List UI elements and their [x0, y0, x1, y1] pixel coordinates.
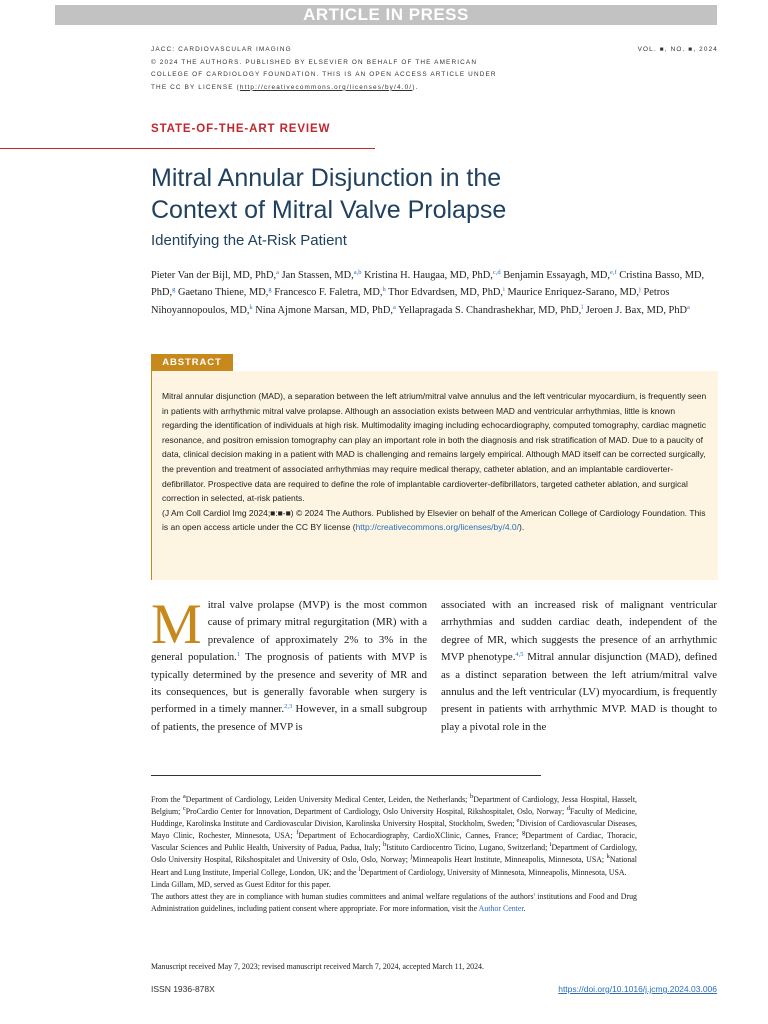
reference-link[interactable]: 1 [236, 651, 241, 659]
body-text: associated with an increased risk of malignant ventricular arrhythmias and sudden cardiac death, independent of the degree of MR, which suggests the presence of an arrhythmic MVP phenotype. [441, 599, 717, 664]
body-text: Mitral annular disjunction (MAD), defined as a distinct separation between the left atrium/mitral valve annulus and the left ventricular (LV) myocardium, is frequently present in patients with arrhythmic MVP. MAD is thought to play a pivotal role in the [441, 651, 717, 733]
abstract-label: ABSTRACT [151, 354, 233, 371]
author-center-link[interactable]: Author Center [478, 903, 524, 913]
affiliation-marker[interactable]: g [172, 286, 176, 294]
volume-info: VOL. ■, NO. ■, 2024 [637, 46, 718, 53]
affiliation-marker[interactable]: a [687, 303, 690, 311]
title-line-1: Mitral Annular Disjunction in the [151, 164, 502, 192]
author-name: Francesco F. Faletra, MD, [274, 287, 383, 299]
affiliation-text: Department of Echocardiography, CardioXClinic, Cannes, France; [298, 831, 523, 841]
author-name: Pieter Van der Bijl, MD, PhD, [151, 270, 277, 281]
affiliation-marker[interactable]: k [249, 303, 253, 311]
author-name: Jan Stassen, MD, [281, 270, 354, 281]
author-list [151, 267, 721, 319]
affiliation-letter: h [382, 841, 387, 849]
affiliation-text: Minneapolis Heart Institute, Minneapolis, Minnesota, USA; [412, 855, 607, 865]
body-column-2 [441, 597, 717, 736]
affiliation-marker[interactable]: g [268, 286, 272, 294]
doi-link[interactable]: https://doi.org/10.1016/j.jcmg.2024.03.006 [558, 984, 717, 994]
article-title [151, 162, 711, 226]
affiliation-letter: b [469, 793, 474, 800]
body-text: However, in a small subgroup of patients, the presence of MVP is [151, 703, 427, 733]
abstract-body: Mitral annular disjunction (MAD), a separation between the left atrium/mitral valve annulus and the left ventricular myocardium, is frequently seen in patients with arrhythmic mitral valve prolapse. Although an association exists between MAD and ventricular arrhythmias, little is known regarding the identification of individuals at high risk. Multimodality imaging including echocardiography, computed tomography, cardiac magnetic resonance, and positron emission tomography can play an important role in both the diagnosis and risk stratification of MAD. Due to a paucity of data, clinical decision making in a patient with MAD is challenging and remains largely empirical. Although MAD itself can be corrected surgically, the prevention and treatment of associated arrhythmias may require medical therapy, catheter ablation, and an implantable cardioverter-defibrillator. Prospective data are required to define the role of implantable cardioverter-defibrillators, targeted catheter ablation, and surgical correction in selected, at-risk patients. [162, 391, 707, 504]
affiliation-text: Faculty of Medicine, Huddinge, Karolinska Institute and Cardiovascular Division, Karolinska University Hospital, Stockholm, Sweden; [151, 807, 637, 829]
affiliation-letter: c [182, 805, 186, 813]
abstract-text [162, 389, 708, 535]
affiliation-letter: f [296, 829, 299, 837]
journal-name: JACC: CARDIOVASCULAR IMAGING [151, 46, 292, 53]
author-name: Benjamin Essayagh, MD, [503, 270, 610, 281]
license-line [151, 82, 571, 95]
drop-cap: M [151, 593, 202, 656]
affiliation-marker[interactable]: i [503, 286, 505, 294]
affiliation-marker[interactable]: j [639, 286, 641, 294]
affiliation-letter: l [358, 865, 361, 873]
copyright-line-2: COLLEGE OF CARDIOLOGY FOUNDATION. THIS IS AN OPEN ACCESS ARTICLE UNDER [151, 71, 497, 79]
author-name: Gaetano Thiene, MD, [177, 287, 269, 299]
affiliation-text: Department of Cardiology, Oslo University Hospital, Rikshospitalet and University of Oslo, Oslo, Norway; [151, 843, 637, 865]
affiliation-text: Department of Cardiology, Leiden University Medical Center, Leiden, the Netherlands; [185, 795, 470, 804]
affiliation-marker[interactable]: a [276, 269, 279, 276]
footnote-divider [151, 775, 541, 776]
body-column-1 [151, 593, 427, 736]
author-name: Kristina H. Haugaa, MD, PhD, [364, 270, 493, 281]
article-subtitle: Identifying the At-Risk Patient [151, 232, 347, 249]
author-name: Thor Edvardsen, MD, PhD, [388, 287, 504, 299]
affiliation-letter: k [606, 853, 610, 861]
affiliation-marker[interactable]: a,b [353, 269, 362, 276]
reference-link[interactable]: 2,3 [284, 703, 293, 711]
affiliations [151, 794, 637, 879]
affiliation-text: Istituto Cardiocentro Ticino, Lugano, Switzerland; [386, 843, 550, 853]
affiliation-letter: e [516, 817, 520, 825]
article-in-press-banner: ARTICLE IN PRESS [55, 5, 717, 25]
abstract-license-link[interactable]: http://creativecommons.org/licenses/by/4.0/ [355, 522, 520, 533]
license-prefix: THE CC BY LICENSE ( [151, 83, 240, 91]
author-name: Cristina Basso, MD, PhD, [151, 270, 705, 299]
attestation-end: . [523, 903, 526, 913]
affiliation-marker[interactable]: l [581, 303, 584, 311]
affiliation-letter: i [549, 841, 552, 849]
license-suffix: ). [412, 83, 419, 91]
section-divider [0, 148, 375, 149]
abstract-citation: (J Am Coll Cardiol Img 2024;■:■-■) © 2024 The Authors. Published by Elsevier on behalf of the American College of Cardiology Foundation. This is an open access article under the CC BY license ( [162, 507, 706, 533]
affiliation-text: Department of Cardiac, Thoracic, Vascular Sciences and Public Health, University of Padua, Padua, Italy; [151, 831, 637, 853]
guest-editor-note: Linda Gillam, MD, served as Guest Editor for this paper. [151, 879, 331, 889]
affiliation-letter: g [522, 829, 526, 837]
section-label: STATE-OF-THE-ART REVIEW [151, 123, 331, 135]
title-line-2: Context of Mitral Valve Prolapse [151, 196, 507, 224]
affiliation-text: ProCardio Center for Innovation, Department of Cardiology, Oslo University Hospital, Rikshospitalet, Oslo, Norway; [185, 807, 567, 817]
attestation-note [151, 891, 637, 915]
footnotes [151, 794, 637, 915]
author-name: Jeroen J. Bax, MD, PhD [585, 304, 688, 316]
affiliation-marker[interactable]: c,d [492, 269, 501, 276]
affiliation-letter: d [566, 805, 570, 813]
copyright-line: © 2024 THE AUTHORS. PUBLISHED BY ELSEVIER ON BEHALF OF THE AMERICAN [151, 58, 478, 66]
affiliation-letter: a [182, 793, 186, 800]
affiliation-letter: j [410, 853, 413, 861]
affiliation-text: Division of Cardiovascular Diseases, Mayo Clinic, Rochester, Minnesota, USA; [151, 819, 637, 841]
manuscript-dates: Manuscript received May 7, 2023; revised manuscript received March 7, 2024, accepted March 11, 2024. [151, 962, 484, 971]
affiliation-text: Department of Cardiology, Jessa Hospital, Hasselt, Belgium; [151, 795, 638, 817]
author-name: Petros Nihoyannopoulos, MD, [151, 287, 670, 316]
affiliation-text: National Heart and Lung Institute, Imperial College, London, UK; and the [151, 855, 637, 877]
author-name: Yellapragada S. Chandrashekhar, MD, PhD, [398, 304, 582, 316]
body-text: itral valve prolapse (MVP) is the most common cause of primary mitral regurgitation (MR) with a prevalence of approximately 2% to 3% in the general population. [151, 599, 427, 664]
journal-info [151, 44, 571, 94]
affiliation-marker[interactable]: a [392, 303, 396, 311]
affiliation-marker[interactable]: e,f [609, 269, 617, 276]
author-name: Nina Ajmone Marsan, MD, PhD, [255, 304, 393, 316]
reference-link[interactable]: 4,5 [515, 651, 524, 659]
affiliation-marker[interactable]: h [382, 286, 386, 294]
issn: ISSN 1936-878X [151, 984, 215, 994]
license-link[interactable]: http://creativecommons.org/licenses/by/4.0/ [239, 83, 413, 91]
affiliation-prefix: From the [151, 795, 183, 804]
abstract-citation-end: ). [519, 522, 525, 533]
body-text: The prognosis of patients with MVP is typically determined by the presence and severity of MR and its consequences, but is generally favorable when surgery is performed in a timely manner. [151, 651, 427, 716]
attestation-text: The authors attest they are in compliance with human studies committees and animal welfare regulations of the authors' institutions and Food and Drug Administration guidelines, including patient consent where appropriate. For more information, visit the [151, 891, 637, 913]
author-name: Maurice Enriquez-Sarano, MD, [507, 287, 640, 299]
affiliation-text: Department of Cardiology, University of Minnesota, Minneapolis, Minnesota, USA. [360, 867, 627, 877]
